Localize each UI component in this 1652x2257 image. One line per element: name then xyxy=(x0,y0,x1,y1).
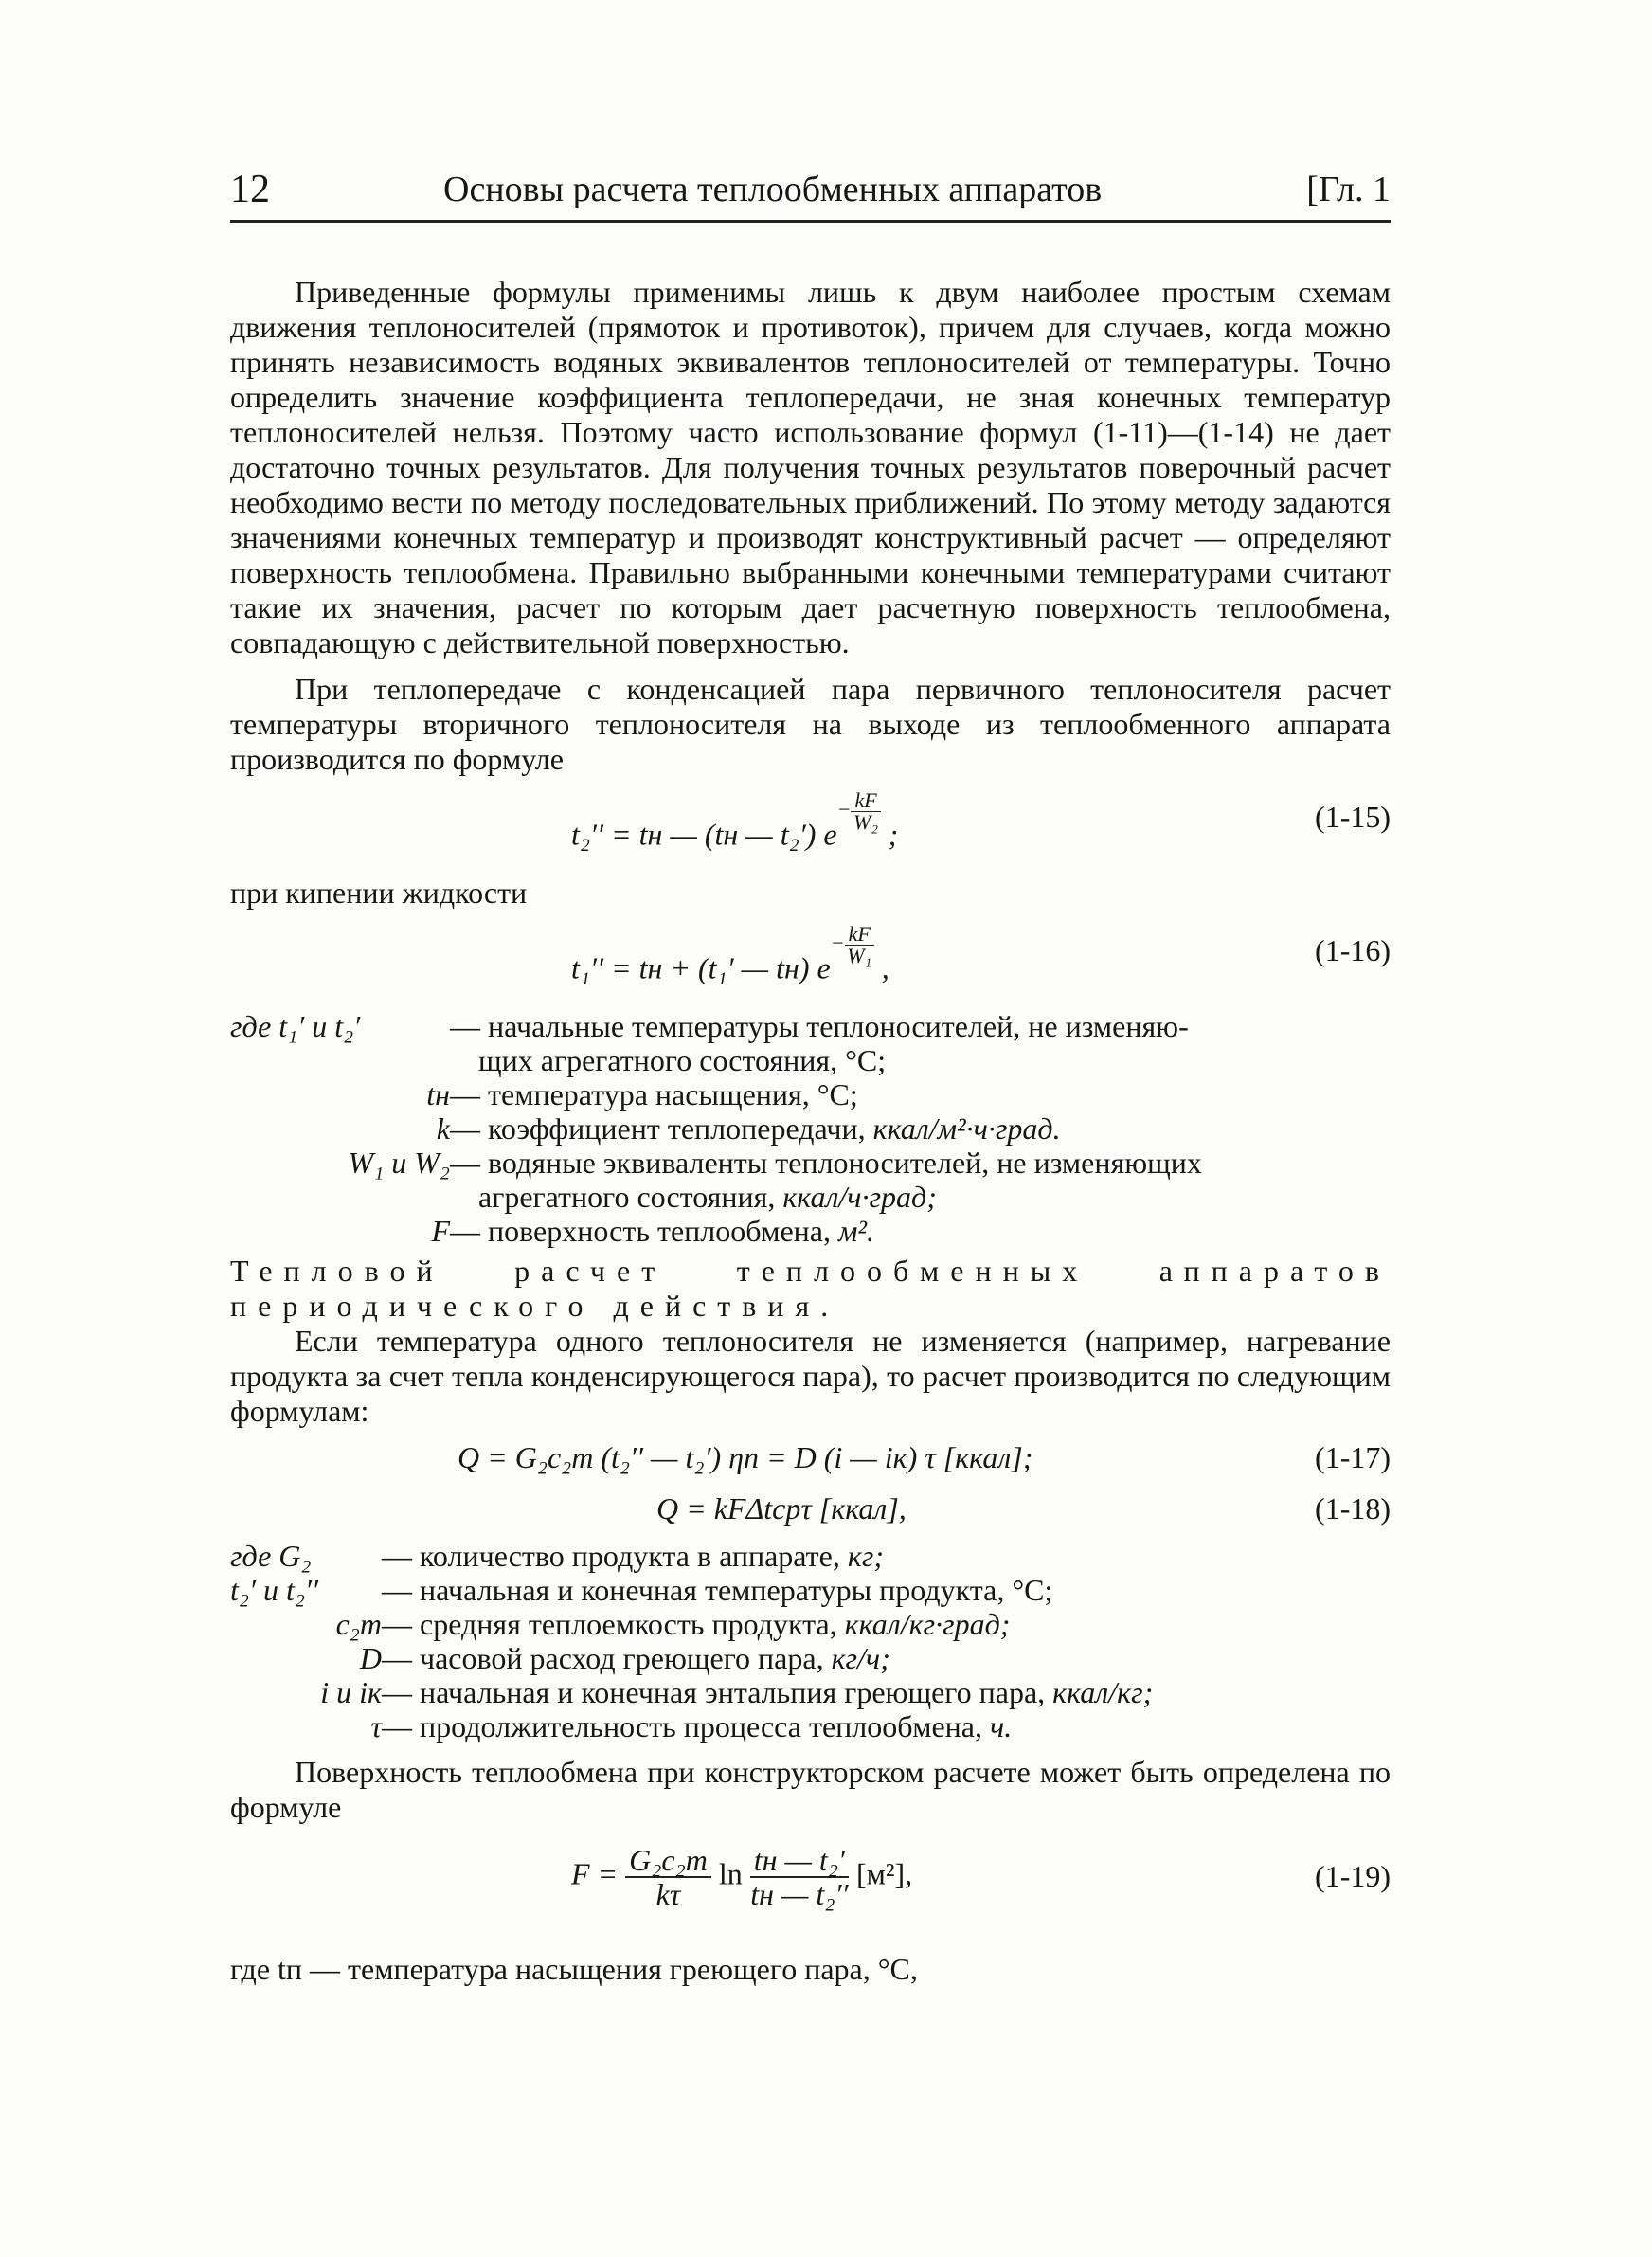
boiling-label: при кипении жидкости xyxy=(230,876,528,910)
eq19-f1-den: kτ xyxy=(655,1877,681,1911)
section-heading: Тепловой расчет теплообменных аппаратов периодического действия. xyxy=(230,1254,1391,1323)
definition-item xyxy=(230,1146,1391,1180)
definition-continuation xyxy=(230,1043,1391,1077)
def1-0-cont: щих агрегатного состояния, °С; xyxy=(478,1043,887,1077)
def2-2-sym: c₂m xyxy=(335,1607,382,1641)
eq17-number: (1-17) xyxy=(1315,1440,1391,1474)
eq16-lhs: t₁′′ = tн + (t₁′ — tн) e xyxy=(571,950,831,985)
def1-1-text: — температура насыщения, °С; xyxy=(450,1077,858,1111)
equation-1-18 xyxy=(230,1490,1391,1533)
def2-3-unit: кг/ч; xyxy=(831,1641,890,1675)
def1-2-text: — коэффициент теплопередачи, xyxy=(450,1111,873,1146)
definition-item xyxy=(230,1641,1391,1675)
eq15-tail: ; xyxy=(888,817,899,852)
eq17-formula: Q = G₂c₂m (t₂′′ — t₂′) ηп = D (i — iк) τ [ккал]; xyxy=(458,1440,1033,1474)
eq19-f2-num: tн — t₂′ xyxy=(750,1844,849,1878)
header-rule xyxy=(230,220,1391,223)
def1-2-sym: k xyxy=(436,1111,450,1146)
def2-5-sym: τ xyxy=(370,1709,382,1743)
eq19-ln: ln xyxy=(718,1856,743,1891)
def1-0-text: — начальные температуры теплоносителей, не изменяю- xyxy=(450,1009,1189,1043)
def2-1-sym: t₂′ и t₂′′ xyxy=(230,1573,319,1607)
eq19-unit: [м²], xyxy=(855,1856,913,1891)
eq16-exp-num: kF xyxy=(845,924,874,946)
def2-0-text: — количество продукта в аппарате, xyxy=(382,1539,848,1573)
paragraph-2: При теплопередаче с конденсацией пара первичного теплоносителя расчет температуры вторичного теплоносителя на выходе из теплообменного аппарата производится по формуле xyxy=(230,672,1391,776)
definition-item xyxy=(230,1709,1391,1743)
def1-2-unit: ккал/м²·ч·град. xyxy=(872,1111,1061,1146)
paragraph-1: Приведенные формулы применимы лишь к двум наиболее простым схемам движения теплоносителей (прямоток и противоток), причем для случаев, когда можно принять независимость водяных эквивалентов теплоносителей от температуры. Точно определить значение коэффициента теплопередачи, не зная конечных температур теплоносителей нельзя. Поэтому часто использование формул (1-11)—(1-14) не дает достаточно точных результатов. Для получения точных результатов поверочный расчет необходимо вести по методу последовательных приближений. По этому методу задаются значениями конечных температур и производят конструктивный расчет — определяют поверхность теплообмена. Правильно выбранными конечными температурами считают такие их значения, расчет по которым дает расчетную поверхность теплообмена, совпадающую с действительной поверхностью. xyxy=(230,275,1391,659)
definition-item xyxy=(230,1009,1391,1043)
eq16-tail: , xyxy=(881,950,889,985)
eq16-exp-den: W₁ xyxy=(847,944,872,967)
eq19-f2-den: tн — t₂′′ xyxy=(750,1877,849,1911)
definitions-1 xyxy=(230,1009,1391,1248)
def2-0-sym: где G₂ xyxy=(230,1539,312,1573)
page-body xyxy=(230,275,1391,1987)
def1-4-unit: м². xyxy=(837,1214,874,1248)
def1-3-text: — водяные эквиваленты теплоносителей, не изменяющих xyxy=(450,1146,1202,1180)
running-header xyxy=(230,165,1391,214)
eq18-formula: Q = kFΔtсрτ [ккал], xyxy=(656,1491,907,1526)
eq19-number: (1-19) xyxy=(1315,1859,1391,1893)
definition-item xyxy=(230,1675,1391,1709)
def2-4-text: — начальная и конечная энтальпия греющего пара, xyxy=(382,1675,1053,1709)
def1-3-cont-unit: ккал/ч·град; xyxy=(782,1180,937,1214)
def2-2-unit: ккал/кг·град; xyxy=(844,1607,1011,1641)
eq19-lhs: F = xyxy=(571,1856,619,1891)
definition-item xyxy=(230,1077,1391,1111)
equation-1-16: t₁′′ = tн + (t₁′ — tн) e− $\frac{kF}{\text{W₁}}$ , (1-16) xyxy=(571,922,1391,985)
def2-4-unit: ккал/кг; xyxy=(1052,1675,1154,1709)
eq19-f1-num: G₂c₂m xyxy=(625,1844,711,1878)
definition-item xyxy=(230,1539,1391,1573)
def2-1-text: — начальная и конечная температуры продукта, °С; xyxy=(382,1573,1053,1607)
equation-1-19 xyxy=(230,1831,1391,1935)
def2-2-text: — средняя теплоемкость продукта, xyxy=(382,1607,845,1641)
eq18-number: (1-18) xyxy=(1315,1491,1391,1526)
def1-4-sym: F xyxy=(431,1214,450,1248)
eq15-exp-num: kF xyxy=(851,790,880,812)
def1-4-text: — поверхность теплообмена, xyxy=(450,1214,838,1248)
page-number: 12 xyxy=(230,168,270,211)
def2-0-unit: кг; xyxy=(847,1539,884,1573)
definition-item xyxy=(230,1111,1391,1146)
paragraph-3: Если температура одного теплоносителя не изменяется (например, нагревание продукта за счет тепла конденсирующегося пара), то расчет производится по следующим формулам: xyxy=(230,1324,1391,1428)
chapter-label: [Гл. 1 xyxy=(1306,170,1391,209)
definition-item xyxy=(230,1607,1391,1641)
definition-continuation xyxy=(230,1180,1391,1214)
def2-3-text: — часовой расход греющего пара, xyxy=(382,1641,832,1675)
equation-1-17 xyxy=(230,1435,1391,1484)
def1-0-sym: где t₁′ и t₂′ xyxy=(230,1009,361,1043)
definition-item xyxy=(230,1214,1391,1248)
equation-1-15: t₂′′ = tн — (tн — t₂′) e− $\frac{kF}{\text{W₂}}$ ; (1-15) xyxy=(571,788,1391,852)
def2-4-sym: i и iк xyxy=(320,1675,382,1709)
eq15-number: (1-15) xyxy=(1315,800,1391,834)
def1-1-sym: tн xyxy=(426,1077,450,1111)
running-title: Основы расчета теплообменных аппаратов xyxy=(443,170,1103,209)
def2-3-sym: D xyxy=(359,1641,382,1675)
definitions-2 xyxy=(230,1539,1391,1743)
eq15-lhs: t₂′′ = tн — (tн — t₂′) e xyxy=(571,817,837,852)
eq16-number: (1-16) xyxy=(1315,933,1391,967)
def1-3-sym: W₁ и W₂ xyxy=(348,1146,450,1180)
def1-3-cont: агрегатного состояния, xyxy=(478,1180,783,1214)
definition-item xyxy=(230,1573,1391,1607)
eq15-exp-den: W₂ xyxy=(853,810,879,834)
paragraph-4: Поверхность теплообмена при конструкторском расчете может быть определена по формуле xyxy=(230,1755,1391,1824)
final-line: где tп — температура насыщения греющего пара, °С, xyxy=(230,1952,918,1986)
def2-5-text: — продолжительность процесса теплообмена, xyxy=(382,1709,990,1743)
def2-5-unit: ч. xyxy=(990,1709,1013,1743)
